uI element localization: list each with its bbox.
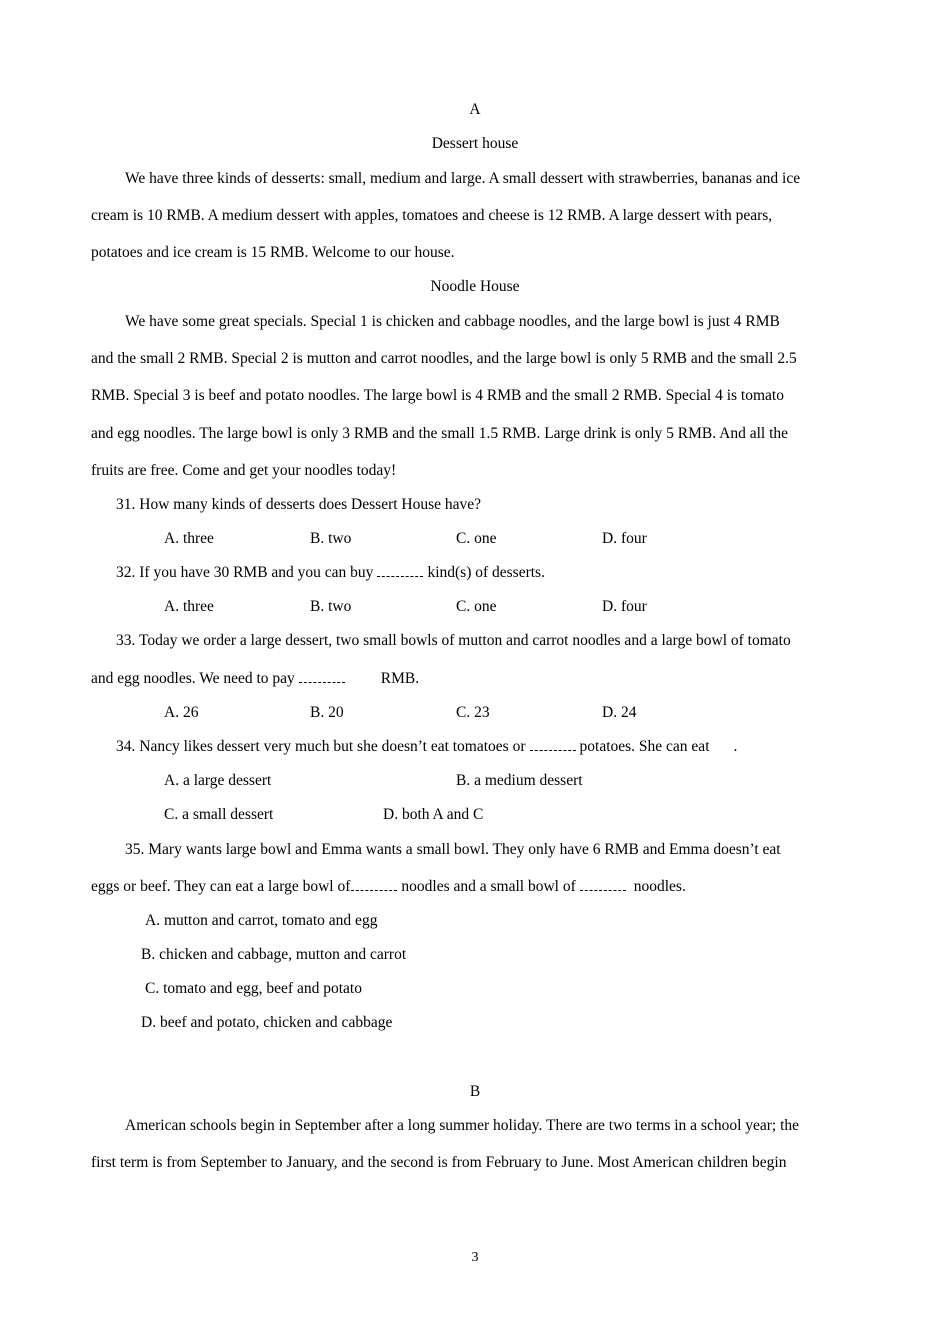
dessert-paragraph-line: We have three kinds of desserts: small, medium and large. A small dessert with strawberries, bananas and ice xyxy=(125,170,801,187)
section-b-heading: B xyxy=(469,1083,481,1100)
q35-option-b: B. chicken and cabbage, mutton and carrot xyxy=(141,946,407,963)
q33-option-c: C. 23 xyxy=(456,704,490,721)
noodle-paragraph-line: fruits are free. Come and get your noodles today! xyxy=(91,462,397,479)
q35-text-middle: noodles and a small bowl of xyxy=(401,878,576,895)
q33-text-before: and egg noodles. We need to pay xyxy=(91,670,295,687)
q34-option-a: A. a large dessert xyxy=(164,772,272,789)
q35-option-d: D. beef and potato, chicken and cabbage xyxy=(141,1014,393,1031)
dessert-paragraph-line: potatoes and ice cream is 15 RMB. Welcome to our house. xyxy=(91,244,455,261)
q34-text-before: 34. Nancy likes dessert very much but she doesn’t eat tomatoes or xyxy=(116,738,526,755)
question-35-line-1: 35. Mary wants large bowl and Emma wants a small bowl. They only have 6 RMB and Emma doesn’t eat xyxy=(125,841,781,858)
answer-blank xyxy=(377,566,423,577)
question-33-line-2 xyxy=(91,669,419,689)
question-32 xyxy=(116,563,545,583)
q34-text-after: potatoes. She can eat xyxy=(579,738,710,755)
q34-option-c: C. a small dessert xyxy=(164,806,274,823)
q33-text-after: RMB. xyxy=(380,670,420,687)
dessert-paragraph-line: cream is 10 RMB. A medium dessert with apples, tomatoes and cheese is 12 RMB. A large dessert with pears, xyxy=(91,207,773,224)
q32-text-after: kind(s) of desserts. xyxy=(427,564,545,581)
noodle-paragraph-line: We have some great specials. Special 1 is chicken and cabbage noodles, and the large bowl is just 4 RMB xyxy=(125,313,780,330)
q34-option-b: B. a medium dessert xyxy=(456,772,583,789)
q35-option-c: C. tomato and egg, beef and potato xyxy=(145,980,362,997)
q32-option-c: C. one xyxy=(456,598,497,615)
q35-text-after: noodles. xyxy=(633,878,686,895)
answer-blank xyxy=(351,880,397,891)
q33-option-b: B. 20 xyxy=(310,704,344,721)
dessert-house-title: Dessert house xyxy=(431,135,519,152)
section-a-heading: A xyxy=(469,101,481,118)
page-number: 3 xyxy=(471,1250,479,1265)
answer-blank xyxy=(580,880,626,891)
question-33-line-1: 33. Today we order a large dessert, two small bowls of mutton and carrot noodles and a large bowl of tomato xyxy=(116,632,791,649)
answer-blank xyxy=(530,740,576,751)
q34-option-d: D. both A and C xyxy=(383,806,484,823)
noodle-paragraph-line: and the small 2 RMB. Special 2 is mutton and carrot noodles, and the large bowl is only 5 RMB and the small 2.5 xyxy=(91,350,797,367)
q34-text-end: . xyxy=(733,738,738,755)
q31-option-c: C. one xyxy=(456,530,497,547)
answer-blank xyxy=(299,672,345,683)
noodle-paragraph-line: and egg noodles. The large bowl is only 3 RMB and the small 1.5 RMB. Large drink is only 5 RMB. And all the xyxy=(91,425,789,442)
q32-option-d: D. four xyxy=(602,598,647,615)
noodle-paragraph-line: RMB. Special 3 is beef and potato noodles. The large bowl is 4 RMB and the small 2 RMB. Special 4 is tomato xyxy=(91,387,784,404)
question-35-line-2 xyxy=(91,877,686,897)
noodle-house-title: Noodle House xyxy=(430,278,520,295)
section-b-paragraph-line: first term is from September to January, and the second is from February to June. Most American children begin xyxy=(91,1154,787,1171)
q35-option-a: A. mutton and carrot, tomato and egg xyxy=(145,912,378,929)
section-b-paragraph-line: American schools begin in September after a long summer holiday. There are two terms in a school year; the xyxy=(125,1117,800,1134)
q32-option-a: A. three xyxy=(164,598,214,615)
q33-option-d: D. 24 xyxy=(602,704,637,721)
q31-option-d: D. four xyxy=(602,530,647,547)
q31-option-a: A. three xyxy=(164,530,214,547)
q32-text-before: 32. If you have 30 RMB and you can buy xyxy=(116,564,374,581)
q35-text-before: eggs or beef. They can eat a large bowl of xyxy=(91,878,351,895)
question-31: 31. How many kinds of desserts does Dessert House have? xyxy=(116,496,482,513)
q33-option-a: A. 26 xyxy=(164,704,199,721)
question-34 xyxy=(116,737,737,757)
q31-option-b: B. two xyxy=(310,530,352,547)
q32-option-b: B. two xyxy=(310,598,352,615)
